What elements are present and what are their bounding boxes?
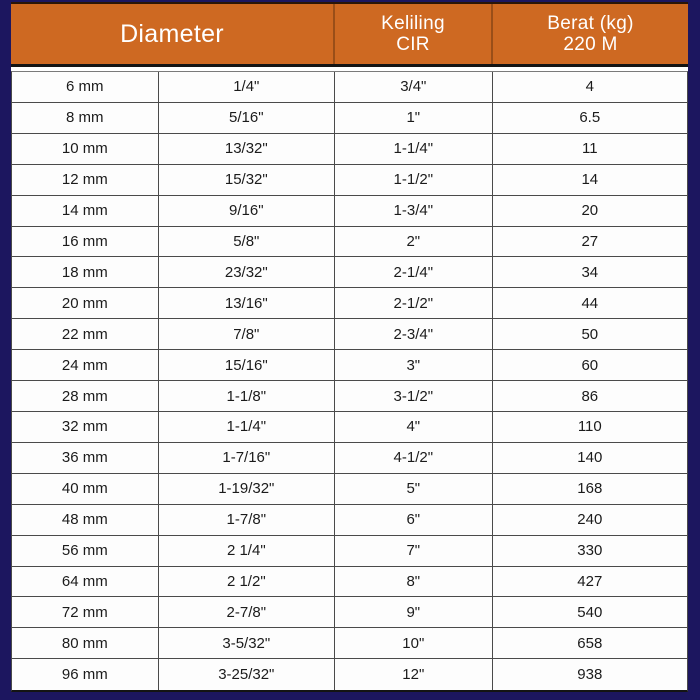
cell-diameter-mm: 12 mm <box>12 165 159 196</box>
cell-berat-kg: 44 <box>493 288 687 319</box>
cell-berat-kg: 168 <box>493 474 687 505</box>
table-row <box>12 659 687 690</box>
cell-berat-kg: 86 <box>493 381 687 412</box>
cell-diameter-mm: 40 mm <box>12 474 159 505</box>
cell-diameter-mm: 96 mm <box>12 659 159 690</box>
cell-diameter-mm: 64 mm <box>12 567 159 598</box>
cell-keliling-cir: 2-1/2" <box>335 288 493 319</box>
cell-diameter-inch: 13/16" <box>159 288 335 319</box>
cell-diameter-inch: 23/32" <box>159 257 335 288</box>
cell-keliling-cir: 3/4" <box>335 72 493 103</box>
cell-diameter-mm: 16 mm <box>12 227 159 258</box>
cell-keliling-cir: 3-1/2" <box>335 381 493 412</box>
cell-diameter-inch: 5/8" <box>159 227 335 258</box>
cell-berat-kg: 110 <box>493 412 687 443</box>
cell-berat-kg: 11 <box>493 134 687 165</box>
table-row <box>12 72 687 103</box>
cell-keliling-cir: 1-1/2" <box>335 165 493 196</box>
cell-diameter-mm: 32 mm <box>12 412 159 443</box>
cell-keliling-cir: 2-1/4" <box>335 257 493 288</box>
cell-berat-kg: 427 <box>493 567 687 598</box>
cell-diameter-mm: 24 mm <box>12 350 159 381</box>
cell-berat-kg: 20 <box>493 196 687 227</box>
header-cell-keliling <box>335 4 493 64</box>
cell-diameter-mm: 10 mm <box>12 134 159 165</box>
cell-keliling-cir: 1-1/4" <box>335 134 493 165</box>
cell-keliling-cir: 4" <box>335 412 493 443</box>
table-row <box>12 443 687 474</box>
cell-berat-kg: 938 <box>577 666 603 684</box>
cell-keliling-cir: 3" <box>335 350 493 381</box>
cell-diameter-inch: 2 1/2" <box>159 567 335 598</box>
cell-diameter-inch: 1-7/8" <box>159 505 335 536</box>
table-row <box>12 505 687 536</box>
cell-keliling-cir: 1" <box>335 103 493 134</box>
table-header-row <box>11 2 688 67</box>
cell-keliling-cir: 10" <box>335 628 493 659</box>
header-cell-diameter <box>11 4 335 64</box>
cell-keliling-cir: 2" <box>335 227 493 258</box>
table-row <box>12 628 687 659</box>
cell-diameter-inch: 2-7/8" <box>159 597 335 628</box>
header-keliling-line2: CIR <box>396 34 430 55</box>
cell-berat-kg: 240 <box>493 505 687 536</box>
cell-keliling-cir: 6" <box>335 505 493 536</box>
table-row <box>12 350 687 381</box>
table-row <box>12 103 687 134</box>
cell-keliling-cir: 12" <box>335 659 493 690</box>
cell-diameter-mm: 6 mm <box>12 72 159 103</box>
cell-keliling-cir: 2-3/4" <box>335 319 493 350</box>
cell-berat-kg: 330 <box>493 536 687 567</box>
cell-diameter-mm: 8 mm <box>12 103 159 134</box>
cell-berat-kg: 27 <box>493 227 687 258</box>
table-row <box>12 165 687 196</box>
table-row <box>12 196 687 227</box>
cell-keliling-cir: 7" <box>335 536 493 567</box>
spec-table <box>11 2 688 692</box>
cell-diameter-mm: 20 mm <box>12 288 159 319</box>
table-row <box>12 412 687 443</box>
cell-diameter-inch: 15/32" <box>159 165 335 196</box>
cell-diameter-inch: 3-5/32" <box>159 628 335 659</box>
cell-diameter-inch: 1/4" <box>159 72 335 103</box>
cell-diameter-mm: 48 mm <box>12 505 159 536</box>
table-row <box>12 319 687 350</box>
cell-diameter-mm: 28 mm <box>12 381 159 412</box>
cell-berat-kg: 540 <box>493 597 687 628</box>
table-row <box>12 134 687 165</box>
cell-diameter-mm: 14 mm <box>12 196 159 227</box>
cell-diameter-inch: 13/32" <box>159 134 335 165</box>
table-row <box>12 381 687 412</box>
cell-diameter-inch: 1-7/16" <box>159 443 335 474</box>
table-row <box>12 257 687 288</box>
cell-berat-kg: 140 <box>493 443 687 474</box>
table-row <box>12 474 687 505</box>
header-berat-line2: 220 M <box>563 34 618 55</box>
cell-berat-kg: 4 <box>493 72 687 103</box>
table-row <box>12 597 687 628</box>
cell-keliling-cir: 4-1/2" <box>335 443 493 474</box>
table-row <box>12 567 687 598</box>
cell-keliling-cir: 9" <box>335 597 493 628</box>
table-row <box>12 227 687 258</box>
cell-diameter-inch: 2 1/4" <box>159 536 335 567</box>
cell-diameter-inch: 1-19/32" <box>159 474 335 505</box>
cell-diameter-inch: 1-1/8" <box>159 381 335 412</box>
table-row <box>12 288 687 319</box>
cell-diameter-mm: 18 mm <box>12 257 159 288</box>
cell-diameter-inch: 3-25/32" <box>159 659 335 690</box>
table-body <box>11 71 688 692</box>
header-berat-line1: Berat (kg) <box>547 12 634 34</box>
cell-diameter-mm: 36 mm <box>12 443 159 474</box>
header-diameter-label: Diameter <box>120 20 224 48</box>
cell-diameter-mm: 56 mm <box>12 536 159 567</box>
cell-diameter-inch: 7/8" <box>159 319 335 350</box>
cell-berat-kg: 6.5 <box>493 103 687 134</box>
cell-diameter-inch: 5/16" <box>159 103 335 134</box>
cell-diameter-mm: 22 mm <box>12 319 159 350</box>
cell-diameter-inch: 9/16" <box>159 196 335 227</box>
cell-berat-kg: 50 <box>493 319 687 350</box>
cell-berat-kg: 658 <box>493 628 687 659</box>
cell-berat-kg: 60 <box>493 350 687 381</box>
header-cell-berat <box>493 4 688 64</box>
cell-berat-kg: 34 <box>493 257 687 288</box>
cell-diameter-mm: 72 mm <box>12 597 159 628</box>
cell-diameter-inch: 1-1/4" <box>159 412 335 443</box>
cell-keliling-cir: 5" <box>335 474 493 505</box>
header-keliling-line1: Keliling <box>381 12 445 34</box>
cell-keliling-cir: 1-3/4" <box>335 196 493 227</box>
cell-diameter-mm: 80 mm <box>12 628 159 659</box>
table-row <box>12 536 687 567</box>
cell-keliling-cir: 8" <box>335 567 493 598</box>
cell-berat-kg: 14 <box>493 165 687 196</box>
cell-diameter-inch: 15/16" <box>159 350 335 381</box>
